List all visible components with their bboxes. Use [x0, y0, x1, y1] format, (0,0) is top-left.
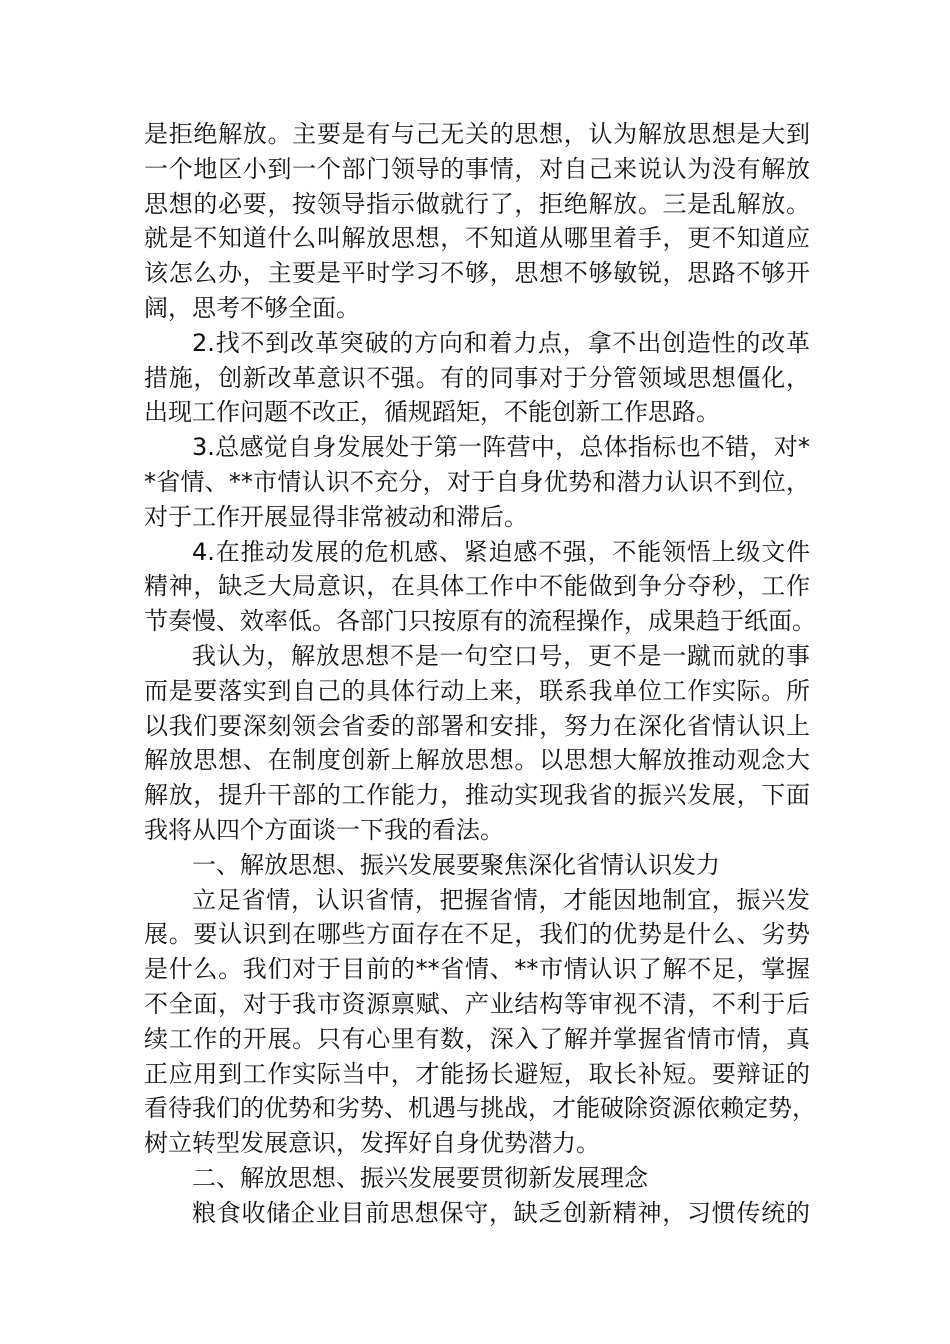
text-line: *省情、**市情认识不充分，对于自身优势和潜力认识不到位，: [144, 467, 810, 496]
text-line: 出现工作问题不改正，循规蹈矩，不能创新工作思路。: [144, 398, 720, 427]
text-line: 精神，缺乏大局意识，在具体工作中不能做到争分夺秒，工作: [144, 572, 810, 601]
text-line: 解放思想、在制度创新上解放思想。以思想大解放推动观念大: [144, 746, 810, 775]
text-line: 是什么。我们对于目前的**省情、**市情认识了解不足，掌握: [144, 955, 810, 984]
text-line: 看待我们的优势和劣势、机遇与挑战，才能破除资源依赖定势，: [144, 1094, 816, 1123]
text-line: 我认为，解放思想不是一句空口号，更不是一蹴而就的事: [192, 641, 810, 670]
text-line: 节奏慢、效率低。各部门只按原有的流程操作，成果趋于纸面。: [144, 607, 816, 636]
paragraph: [144, 848, 810, 883]
paragraph: [144, 883, 816, 1161]
text-line: 正应用到工作实际当中，才能扬长避短，取长补短。要辩证的: [144, 1059, 810, 1088]
text-line: 不全面，对于我市资源禀赋、产业结构等审视不清，不利于后: [144, 989, 810, 1018]
text-line: 2.找不到改革突破的方向和着力点，拿不出创造性的改革: [192, 328, 810, 357]
text-line: 以我们要深刻领会省委的部署和安排，努力在深化省情认识上: [144, 711, 810, 740]
paragraph: [144, 326, 810, 430]
text-line: 该怎么办，主要是平时学习不够，思想不够敏锐，思路不够开: [144, 259, 810, 288]
text-line: 就是不知道什么叫解放思想，不知道从哪里着手，更不知道应: [144, 224, 810, 253]
text-line: 二、解放思想、振兴发展要贯彻新发展理念: [192, 1163, 648, 1192]
text-line: 我将从四个方面谈一下我的看法。: [144, 815, 504, 844]
text-line: 粮食收储企业目前思想保守，缺乏创新精神，习惯传统的: [192, 1198, 810, 1227]
text-line: 3.总感觉自身发展处于第一阵营中，总体指标也不错，对*: [192, 433, 810, 462]
text-line: 是拒绝解放。主要是有与己无关的思想，认为解放思想是大到: [144, 120, 810, 148]
text-line: 续工作的开展。只有心里有数，深入了解并掌握省情市情，真: [144, 1024, 810, 1053]
text-line: 一、解放思想、振兴发展要聚焦深化省情认识发力: [192, 850, 720, 879]
paragraph: [144, 430, 810, 534]
paragraph: [144, 639, 810, 848]
text-line: 阔，思考不够全面。: [144, 293, 360, 322]
text-line: 树立转型发展意识，发挥好自身优势潜力。: [144, 1129, 600, 1158]
document-body: [144, 117, 816, 1231]
text-line: 对于工作开展显得非常被动和滞后。: [144, 502, 528, 531]
text-line: 立足省情，认识省情，把握省情，才能因地制宜，振兴发: [192, 885, 810, 914]
text-line: 一个地区小到一个部门领导的事情，对自己来说认为没有解放: [144, 154, 810, 183]
paragraph: [144, 1196, 810, 1231]
text-line: 思想的必要，按领导指示做就行了，拒绝解放。三是乱解放。: [144, 189, 810, 218]
text-line: 而是要落实到自己的具体行动上来，联系我单位工作实际。所: [144, 676, 810, 705]
paragraph: [144, 535, 816, 639]
text-line: 措施，创新改革意识不强。有的同事对于分管领域思想僵化，: [144, 363, 810, 392]
text-line: 4.在推动发展的危机感、紧迫感不强，不能领悟上级文件: [192, 537, 810, 566]
text-line: 解放，提升干部的工作能力，推动实现我省的振兴发展，下面: [144, 781, 810, 810]
text-line: 展。要认识到在哪些方面存在不足，我们的优势是什么、劣势: [144, 920, 810, 949]
paragraph: [144, 1161, 810, 1196]
paragraph: [144, 117, 810, 326]
